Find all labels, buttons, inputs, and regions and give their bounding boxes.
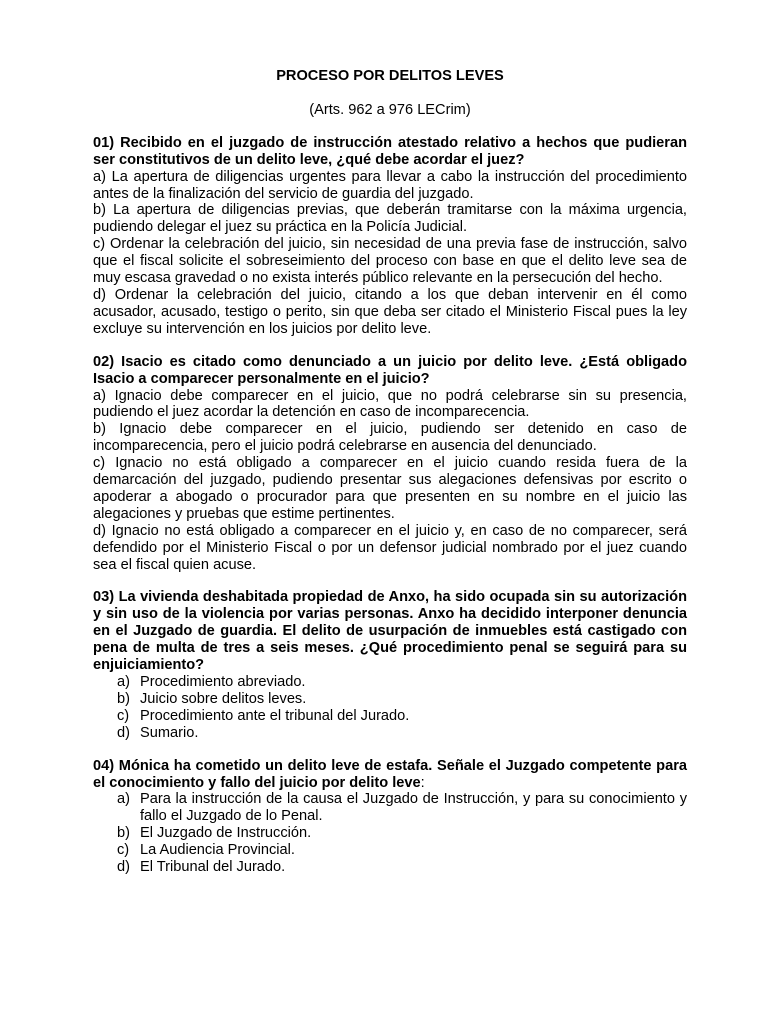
document-subtitle: (Arts. 962 a 976 LECrim)	[309, 101, 471, 118]
question-01	[93, 135, 687, 338]
option-marker: c)	[117, 842, 130, 859]
option-a	[93, 791, 687, 825]
option-c	[93, 842, 687, 859]
document-page	[93, 68, 687, 892]
option-b: b) La apertura de diligencias previas, que deberán tramitarse con la máxima urgencia, pudiendo delegar el juez su práctica en la Policía Judicial.	[93, 202, 687, 236]
option-text: Procedimiento ante el tribunal del Jurado.	[140, 707, 410, 724]
option-c	[93, 708, 687, 725]
option-marker: d)	[117, 859, 130, 876]
option-text: Sumario.	[140, 724, 199, 741]
document-title: PROCESO POR DELITOS LEVES	[276, 68, 504, 84]
question-stem	[93, 758, 687, 792]
option-c: c) Ignacio no está obligado a comparecer en el juicio cuando resida fuera de la demarcación del juzgado, pudiendo presentar sus alegaciones defensivas por escrito o apoderar a abogado o procurador para que presenten en su nombre en el juicio las alegaciones y pruebas que estime pertinentes.	[93, 455, 687, 522]
option-marker: d)	[117, 724, 130, 741]
question-stem: 01) Recibido en el juzgado de instrucción atestado relativo a hechos que pudieran ser constitutivos de un delito leve, ¿qué debe acordar el juez?	[93, 134, 687, 168]
option-text: El Tribunal del Jurado.	[140, 859, 286, 876]
option-marker: b)	[117, 690, 130, 707]
option-text: Para la instrucción de la causa el Juzgado de Instrucción, y para su conocimiento y fallo el Juzgado de lo Penal.	[140, 791, 687, 825]
option-b	[93, 825, 687, 842]
option-a: a) La apertura de diligencias urgentes para llevar a cabo la instrucción del procedimiento antes de la finalización del servicio de guardia del juzgado.	[93, 168, 687, 202]
option-d: d) Ordenar la celebración del juicio, citando a los que deban intervenir en él como acusador, acusado, testigo o perito, sin que deba ser citado el Ministerio Fiscal pues la ley excluye su intervención en los juicios por delito leve.	[93, 286, 687, 337]
option-a: a) Ignacio debe comparecer en el juicio, que no podrá celebrarse sin su presencia, pudiendo el juez acordar la detención en caso de incomparecencia.	[93, 387, 687, 421]
option-marker: a)	[117, 674, 130, 690]
option-marker: c)	[117, 707, 130, 724]
option-d	[93, 725, 687, 742]
question-02	[93, 354, 687, 574]
option-list	[93, 674, 687, 742]
question-stem-text: 04) Mónica ha cometido un delito leve de estafa. Señale el Juzgado competente para el conocimiento y fallo del juicio por delito leve	[93, 757, 687, 791]
option-a	[93, 674, 687, 691]
question-stem: 02) Isacio es citado como denunciado a un juicio por delito leve. ¿Está obligado Isacio a comparecer personalmente en el juicio?	[93, 353, 687, 387]
option-d: d) Ignacio no está obligado a comparecer en el juicio y, en caso de no comparecer, será defendido por el Ministerio Fiscal o por un defensor judicial nombrado por el juez cuando sea el fiscal quien acuse.	[93, 522, 687, 573]
option-text: Procedimiento abreviado.	[140, 674, 306, 690]
option-text: El Juzgado de Instrucción.	[140, 825, 312, 842]
option-b	[93, 691, 687, 708]
option-text: La Audiencia Provincial.	[140, 842, 295, 859]
question-04	[93, 758, 687, 876]
question-03	[93, 589, 687, 741]
option-marker: a)	[117, 791, 130, 808]
option-c: c) Ordenar la celebración del juicio, sin necesidad de una previa fase de instrucción, salvo que el fiscal solicite el sobreseimiento del proceso con base en que el delito leve sea de muy escasa gravedad o no exista interés público relevante en la persecución del hecho.	[93, 236, 687, 287]
question-stem-colon: :	[420, 774, 425, 791]
option-text: Juicio sobre delitos leves.	[140, 690, 307, 707]
option-d	[93, 859, 687, 876]
option-list	[93, 791, 687, 876]
question-stem: 03) La vivienda deshabitada propiedad de Anxo, ha sido ocupada sin su autorización y sin uso de la violencia por varias personas. Anxo ha decidido interponer denuncia en el Juzgado de guardia. El delito de usurpación de inmuebles está castigado con pena de multa de tres a seis meses. ¿Qué procedimiento penal se seguirá para su enjuiciamiento?	[93, 589, 687, 674]
option-marker: b)	[117, 825, 130, 842]
option-b: b) Ignacio debe comparecer en el juicio, pudiendo ser detenido en caso de incomparecencia, pero el juicio podrá celebrarse en ausencia del denunciado.	[93, 421, 687, 455]
